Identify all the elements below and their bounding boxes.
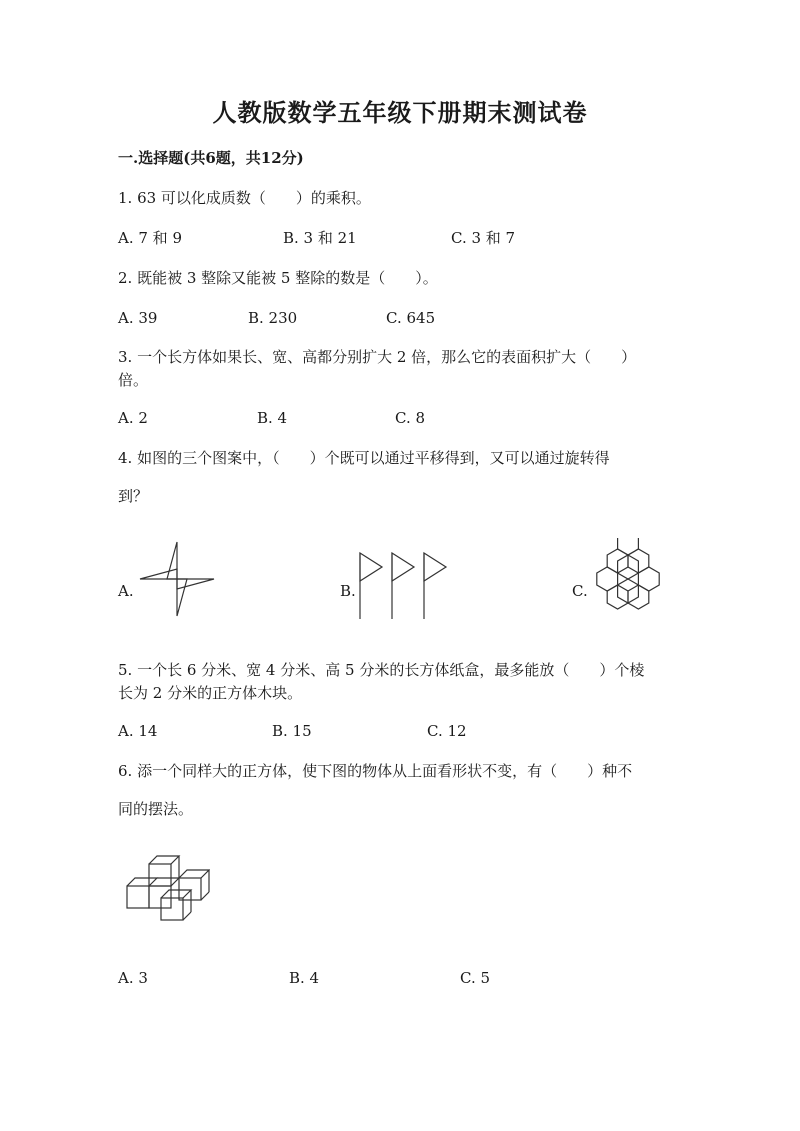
question-6-stem-line2: 同的摆法。 xyxy=(118,800,194,818)
question-1-stem: 1. 63 可以化成质数（ ）的乘积。 xyxy=(118,189,371,207)
three-flags-figure xyxy=(354,549,454,621)
pinwheel-figure xyxy=(136,538,218,620)
question-6-option-b: B. 4 xyxy=(289,969,320,987)
question-1-option-b: B. 3 和 21 xyxy=(283,229,357,247)
question-5-stem-line1: 5. 一个长 6 分米、宽 4 分米、高 5 分米的长方体纸盒，最多能放（ ）个棱 xyxy=(118,661,645,679)
cube-stack-figure xyxy=(124,852,210,922)
question-5-option-a: A. 14 xyxy=(118,722,158,740)
question-4-stem-line2: 到？ xyxy=(118,487,149,505)
question-4-option-a: A. xyxy=(118,582,134,600)
question-3-option-c: C. 8 xyxy=(395,409,426,427)
question-6-option-a: A. 3 xyxy=(118,969,148,987)
question-4-option-b: B. xyxy=(340,582,356,600)
section-heading: 一.选择题(共6题，共12分) xyxy=(118,149,304,167)
question-1-option-c: C. 3 和 7 xyxy=(451,229,516,247)
hexagon-flower-figure xyxy=(590,538,666,620)
question-5-option-c: C. 12 xyxy=(427,722,467,740)
question-3-option-a: A. 2 xyxy=(118,409,148,427)
question-6-option-c: C. 5 xyxy=(460,969,491,987)
question-2-option-c: C. 645 xyxy=(386,309,436,327)
question-5-stem-line2: 长为 2 分米的正方体木块。 xyxy=(118,684,303,702)
question-3-option-b: B. 4 xyxy=(257,409,288,427)
page-title: 人教版数学五年级下册期末测试卷 xyxy=(212,98,588,127)
question-4-option-c: C. xyxy=(572,582,588,600)
question-2-stem: 2. 既能被 3 整除又能被 5 整除的数是（ ）。 xyxy=(118,269,438,287)
question-4-stem-line1: 4. 如图的三个图案中，（ ）个既可以通过平移得到，又可以通过旋转得 xyxy=(118,449,610,467)
question-5-option-b: B. 15 xyxy=(272,722,312,740)
question-3-stem-line2: 倍。 xyxy=(118,371,149,389)
question-2-option-a: A. 39 xyxy=(118,309,158,327)
question-6-stem-line1: 6. 添一个同样大的正方体，使下图的物体从上面看形状不变，有（ ）种不 xyxy=(118,762,633,780)
question-3-stem-line1: 3. 一个长方体如果长、宽、高都分别扩大 2 倍，那么它的表面积扩大（ ） xyxy=(118,348,637,366)
question-2-option-b: B. 230 xyxy=(248,309,298,327)
question-1-option-a: A. 7 和 9 xyxy=(118,229,182,247)
